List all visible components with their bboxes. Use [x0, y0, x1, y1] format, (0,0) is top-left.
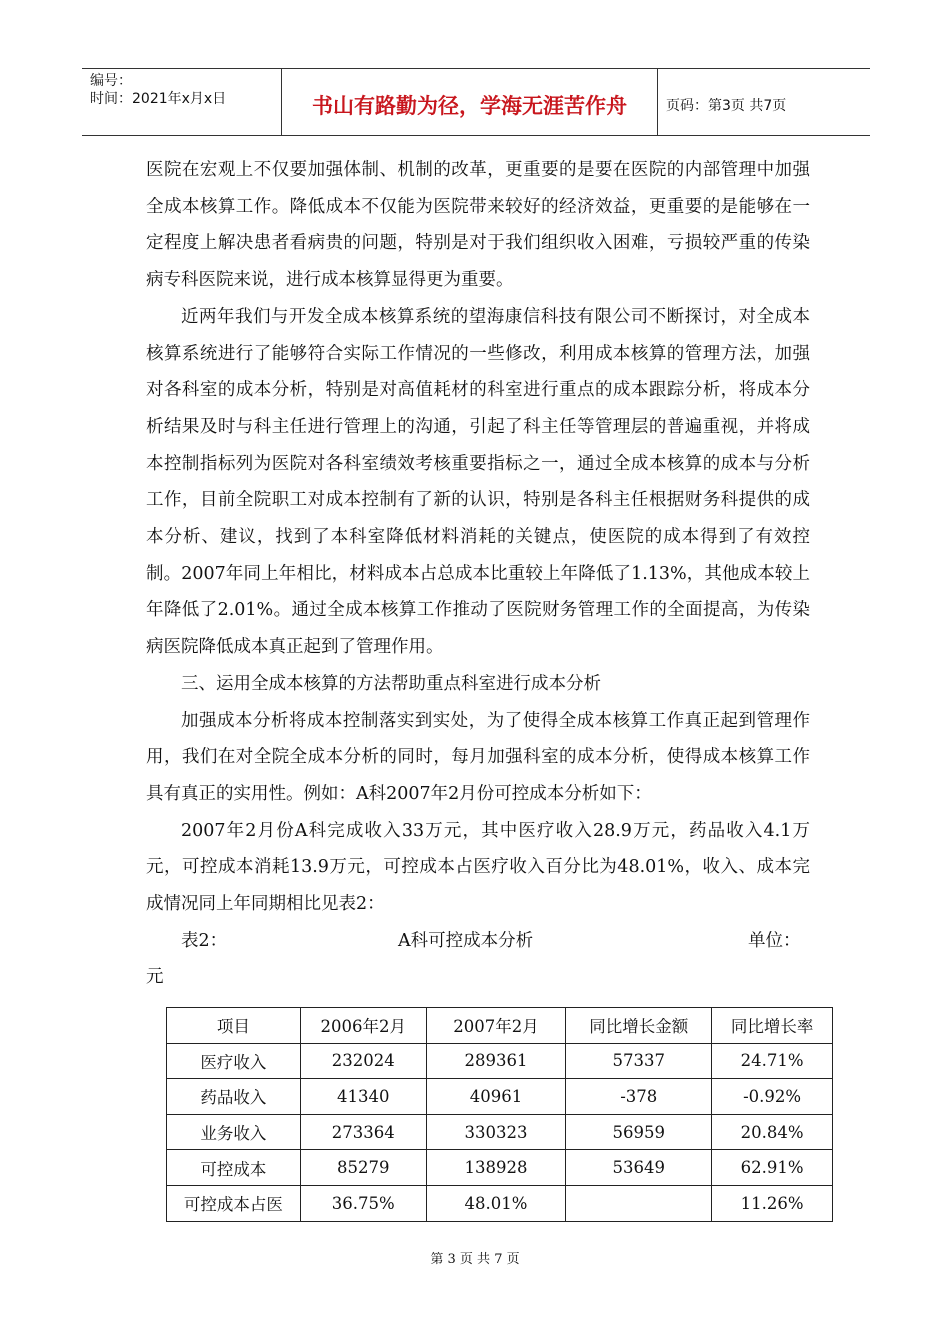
section-heading: 三、运用全成本核算的方法帮助重点科室进行成本分析: [181, 673, 601, 694]
header-cell: 2006年2月: [300, 1008, 426, 1044]
table-unit-label: 单位：: [748, 930, 801, 951]
cost-analysis-table: [166, 1007, 833, 1222]
page-footer: 第 3 页 共 7 页: [430, 1252, 520, 1267]
paragraph-2: 近两年我们与开发全成本核算系统的望海康信科技有限公司不断探讨，对全成本核算系统进行了能够符合实际工作情况的一些修改，利用成本核算的管理方法，加强对各科室的成本分析，特别是对高值耗材的科室进行重点的成本跟踪分析，将成本分析结果及时与科主任进行管理上的沟通，引起了科主任等管理层的普遍重视，并将成本控制指标列为医院对各科室绩效考核重要指标之一，通过全成本核算的成本与分析工作，目前全院职工对成本控制有了新的认识，特别是各科主任根据财务科提供的成本分析、建议，找到了本科室降低材料消耗的关键点，使医院的成本得到了有效控制。2007年同上年相比，材料成本占总成本比重较上年降低了1.13%，其他成本较上年降低了2.01%。通过全成本核算工作推动了医院财务管理工作的全面提高，为传染病医院降低成本真正起到了管理作用。: [146, 306, 810, 658]
table-cell: 53649: [566, 1150, 712, 1186]
paragraph-4: 2007年2月份A科完成收入33万元，其中医疗收入28.9万元，药品收入4.1万元，可控成本消耗13.9万元，可控成本占医疗收入百分比为48.01%，收入、成本完成情况同上年同期相比见表2：: [146, 820, 810, 915]
table-cell: 48.01%: [426, 1185, 566, 1221]
header-cell: 同比增长金额: [566, 1008, 712, 1044]
table-title: A科可控成本分析: [398, 930, 534, 951]
page-header: [82, 68, 870, 136]
table-row: [167, 1150, 833, 1186]
table-cell: 40961: [426, 1079, 566, 1115]
table-cell: 11.26%: [712, 1185, 833, 1221]
table-cell: 56959: [566, 1114, 712, 1150]
header-meta: [82, 69, 282, 135]
time-label: 时间：2021年x月x日: [90, 91, 227, 107]
table-row: [167, 1079, 833, 1115]
table-cell: 330323: [426, 1114, 566, 1150]
table-cell: 36.75%: [300, 1185, 426, 1221]
table-cell: 药品收入: [167, 1079, 301, 1115]
table-cell: 57337: [566, 1043, 712, 1079]
table-cell: [566, 1185, 712, 1221]
table-cell: 85279: [300, 1150, 426, 1186]
table-cell: 20.84%: [712, 1114, 833, 1150]
table-cell: 62.91%: [712, 1150, 833, 1186]
document-body: [146, 152, 810, 996]
table-cell: 41340: [300, 1079, 426, 1115]
header-page-label: 页码：第3页 共7页: [666, 98, 787, 114]
table-cell: 273364: [300, 1114, 426, 1150]
table-cell: 138928: [426, 1150, 566, 1186]
table-header-row: [167, 1008, 833, 1044]
table-cell: 可控成本: [167, 1150, 301, 1186]
table-row: [167, 1043, 833, 1079]
table-row: [167, 1114, 833, 1150]
code-label: 编号：: [90, 73, 132, 89]
table-cell: 可控成本占医: [167, 1185, 301, 1221]
paragraph-1: 医院在宏观上不仅要加强体制、机制的改革，更重要的是要在医院的内部管理中加强全成本核算工作。降低成本不仅能为医院带来较好的经济效益，更重要的是能够在一定程度上解决患者看病贵的问题，特别是对于我们组织收入困难，亏损较严重的传染病专科医院来说，进行成本核算显得更为重要。: [146, 160, 810, 291]
table-cell: 289361: [426, 1043, 566, 1079]
table-cell: 业务收入: [167, 1114, 301, 1150]
table-cell: -0.92%: [712, 1079, 833, 1115]
header-cell: 同比增长率: [712, 1008, 833, 1044]
table-cell: 232024: [300, 1043, 426, 1079]
table-cell: -378: [566, 1079, 712, 1115]
header-cell: 项目: [167, 1008, 301, 1044]
paragraph-3: 加强成本分析将成本控制落实到实处，为了使得全成本核算工作真正起到管理作用，我们在对全院全成本分析的同时，每月加强科室的成本分析，使得成本核算工作具有真正的实用性。例如：A科2007年2月份可控成本分析如下：: [146, 710, 810, 804]
header-cell: 2007年2月: [426, 1008, 566, 1044]
table-caption: [146, 923, 810, 960]
table-row: [167, 1185, 833, 1221]
table-label: 表2：: [181, 930, 228, 951]
table-cell: 医疗收入: [167, 1043, 301, 1079]
table-unit: 元: [146, 967, 164, 988]
header-motto: 书山有路勤为径，学海无涯苦作舟: [282, 69, 658, 135]
table-cell: 24.71%: [712, 1043, 833, 1079]
